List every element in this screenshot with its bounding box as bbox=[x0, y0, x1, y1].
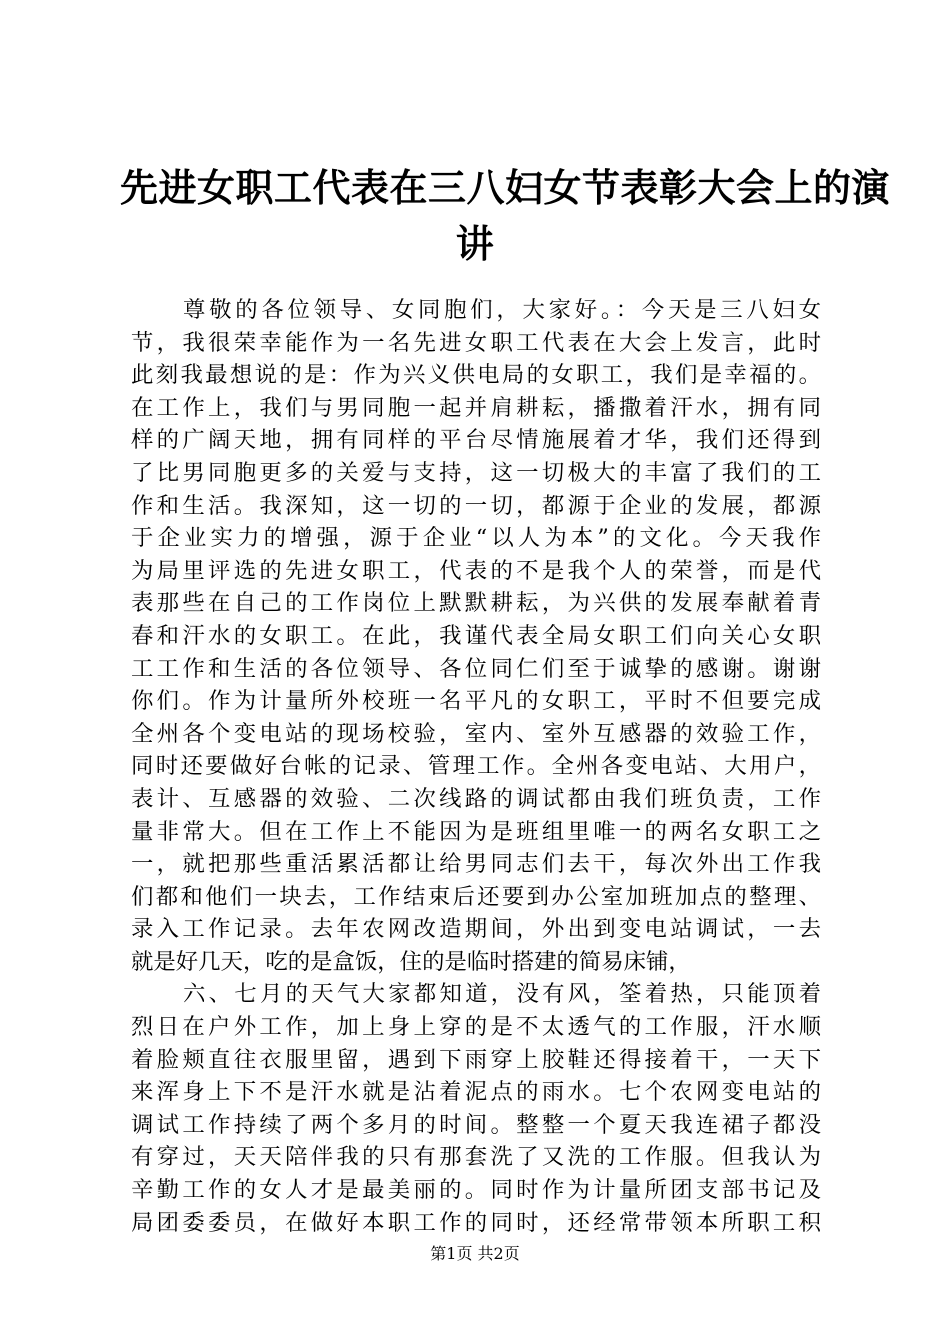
body-line: 全州各个变电站的现场校验，室内、室外互感器的效验工作， bbox=[131, 720, 821, 747]
body-line: 表那些在自己的工作岗位上默默耕耘，为兴供的发展奉献着青 bbox=[131, 590, 821, 617]
body-line: 来浑身上下不是汗水就是沾着泥点的雨水。七个农网变电站的 bbox=[131, 1079, 821, 1106]
title-line: 先进女职工代表在三八妇女节表彰大会上的演 bbox=[120, 165, 891, 210]
body-line: 作和生活。我深知，这一切的一切，都源于企业的发展，都源 bbox=[131, 492, 821, 519]
body-line: 六、七月的天气大家都知道，没有风，筌着热，只能顶着 bbox=[183, 981, 821, 1008]
body-line: 节，我很荣幸能作为一名先进女职工代表在大会上发言，此时 bbox=[131, 329, 821, 356]
body-line: 量非常大。但在工作上不能因为是班组里唯一的两名女职工之 bbox=[131, 818, 821, 845]
body-line: 春和汗水的女职工。在此，我谨代表全局女职工们向关心女职 bbox=[131, 622, 821, 649]
body-line: 同时还要做好台帐的记录、管理工作。全州各变电站、大用户， bbox=[131, 753, 821, 780]
body-line: 此刻我最想说的是：作为兴义供电局的女职工，我们是幸福的。 bbox=[131, 362, 821, 389]
body-line: 就是好几天，吃的是盒饭，住的是临时搭建的简易床铺， bbox=[131, 948, 691, 975]
title-line: 讲 bbox=[455, 221, 495, 266]
page-number-footer: 第1页 共2页 bbox=[430, 1244, 520, 1263]
document-title bbox=[120, 160, 891, 272]
body-line: 烈日在户外工作，加上身上穿的是不太透气的工作服，汗水顺 bbox=[131, 1014, 821, 1041]
body-line: 表计、互感器的效验、二次线路的调试都由我们班负责，工作 bbox=[131, 785, 821, 812]
body-line: 录入工作记录。去年农网改造期间，外出到变电站调试，一去 bbox=[131, 916, 821, 943]
document-body bbox=[131, 294, 821, 1239]
body-line: 着脸颊直往衣服里留，遇到下雨穿上胶鞋还得接着干，一天下 bbox=[131, 1046, 821, 1073]
body-line: 工工作和生活的各位领导、各位同仁们至于诚挚的感谢。谢谢 bbox=[131, 655, 821, 682]
body-line: 了比男同胞更多的关爱与支持，这一切极大的丰富了我们的工 bbox=[131, 459, 821, 486]
body-line: 于企业实力的增强，源于企业“以人为本”的文化。今天我作 bbox=[131, 525, 821, 552]
body-line: 们都和他们一块去，工作结束后还要到办公室加班加点的整理、 bbox=[131, 883, 821, 910]
body-line: 在工作上，我们与男同胞一起并肩耕耘，播撒着汗水，拥有同 bbox=[131, 394, 821, 421]
body-line: 样的广阔天地，拥有同样的平台尽情施展着才华，我们还得到 bbox=[131, 427, 821, 454]
body-line: 辛勤工作的女人才是最美丽的。同时作为计量所团支部书记及 bbox=[131, 1177, 821, 1204]
body-line: 为局里评选的先进女职工，代表的不是我个人的荣誉，而是代 bbox=[131, 557, 821, 584]
body-line: 一，就把那些重活累活都让给男同志们去干，每次外出工作我 bbox=[131, 851, 821, 878]
body-line: 调试工作持续了两个多月的时间。整整一个夏天我连裙子都没 bbox=[131, 1111, 821, 1138]
body-line: 局团委委员，在做好本职工作的同时，还经常带领本所职工积 bbox=[131, 1209, 821, 1236]
body-line: 尊敬的各位领导、女同胞们，大家好。：今天是三八妇女 bbox=[183, 297, 821, 323]
body-line: 你们。作为计量所外校班一名平凡的女职工，平时不但要完成 bbox=[131, 688, 821, 715]
body-line: 有穿过，天天陪伴我的只有那套洗了又洗的工作服。但我认为 bbox=[131, 1144, 821, 1171]
